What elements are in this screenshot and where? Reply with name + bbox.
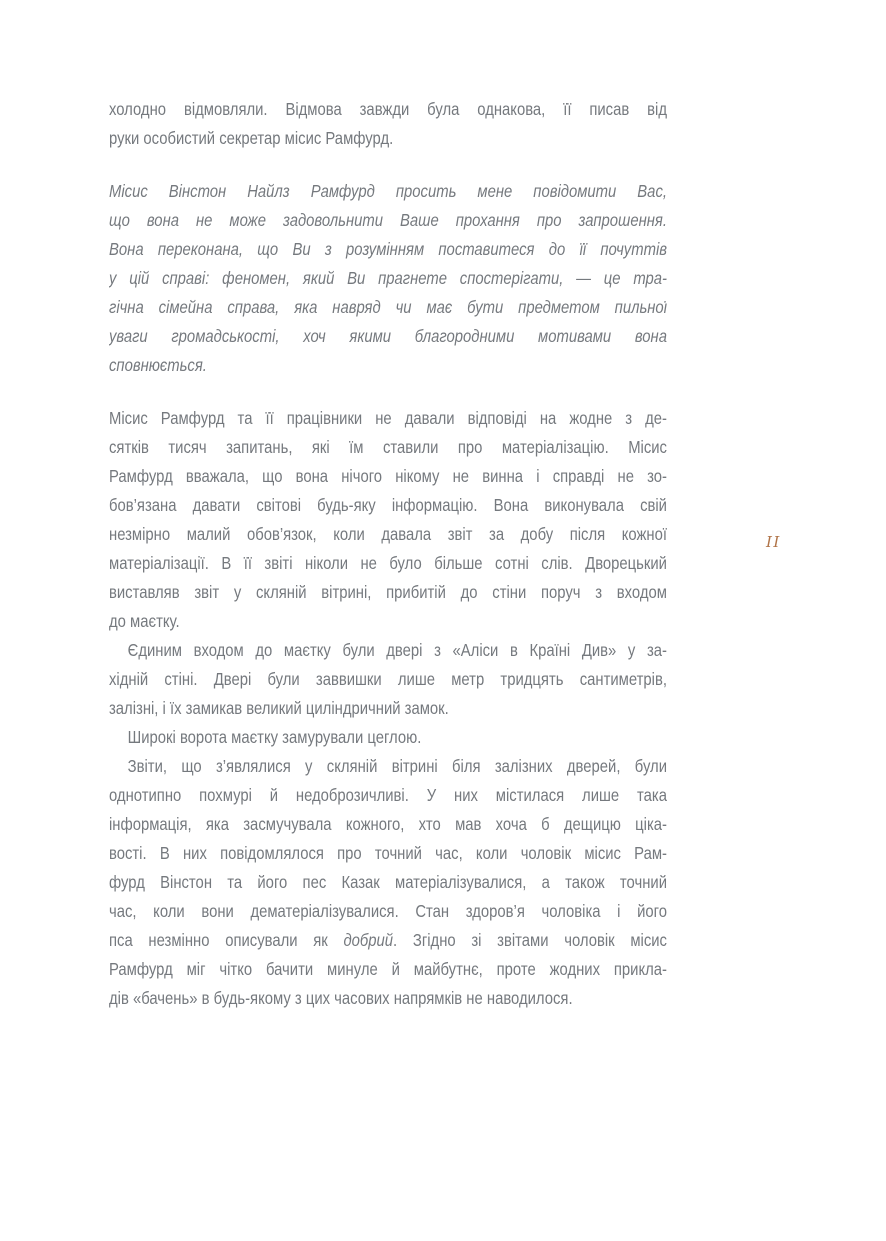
text-line: дів «бачень» в будь-якому з цих часових напрямків не наводилося. [109,988,573,1008]
text-line: час, коли вони дематеріалізувалися. Стан здоров’я чоловіка і його [109,901,667,921]
text-line: фурд Вінстон та його пес Казак матеріалізувалися, а також точний [109,872,667,892]
text-line: у цій справі: феномен, який Ви прагнете спостерігати, — це тра- [109,268,667,288]
text-line: Широкі ворота маєтку замурували цеглою. [127,727,422,747]
text-line: руки особистий секретар місис Рамфурд. [109,128,394,148]
text-line: хідній стіні. Двері були заввишки лише метр тридцять сантиметрів, [109,669,667,689]
text-line: сятків тисяч запитань, які їм ставили про матеріалізацію. Місис [109,437,667,457]
text-line: вості. В них повідомлялося про точний час, коли чоловік місис Рам- [109,843,667,863]
paragraph [109,636,667,723]
paragraph [109,723,667,752]
chapter-marker: II [766,533,781,551]
text-line: незмірно малий обов’язок, коли давала звіт за добу після кожної [109,524,667,544]
text-line: інформація, яка засмучувала кожного, хто мав хоча б дещицю ціка- [109,814,667,834]
text-line: матеріалізації. В її звіті ніколи не було більше сотні слів. Дворецький [109,553,667,573]
text-line: холодно відмовляли. Відмова завжди була однакова, її писав від [109,99,667,119]
text-line: уваги громадськості, хоч якими благородними мотивами вона [109,326,667,346]
text-line: Рамфурд міг чітко бачити минуле й майбутнє, проте жодних прикла- [109,959,667,979]
text-line: однотипно похмурі й недоброзичливі. У них містилася лише така [109,785,667,805]
text-line: Звіти, що з’являлися у скляній вітрині біля залізних дверей, були [127,756,667,776]
text-line: бов’язана давати світові будь-яку інформацію. Вона виконувала свій [109,495,667,515]
paragraph [109,404,667,636]
text-line: Місис Вінстон Найлз Рамфурд просить мене повідомити Вас, [109,181,667,201]
text-line: Місис Рамфурд та її працівники не давали відповіді на жодне з де- [109,408,667,428]
text-line: пса незмінно описували як добрий. Згідно зі звітами чоловік місис [109,930,667,950]
text-column [109,95,667,1013]
text-line: гічна сімейна справа, яка навряд чи має бути предметом пильної [109,297,667,317]
text-line: сповнюється. [109,355,207,375]
text-line: Єдиним входом до маєтку були двері з «Аліси в Країні Див» у за- [127,640,667,660]
text-line: Вона переконана, що Ви з розумінням поставитеся до її почуттів [109,239,667,259]
text-line: що вона не може задовольнити Ваше прохання про запрошення. [109,210,667,230]
text-line: виставляв звіт у скляній вітрині, прибитій до стіни поруч з входом [109,582,667,602]
text-line: до маєтку. [109,611,180,631]
paragraph [109,177,667,380]
text-line: Рамфурд вважала, що вона нічого нікому не винна і справді не зо- [109,466,667,486]
text-line: залізні, і їх замикав великий циліндричний замок. [109,698,449,718]
paragraph [109,95,667,153]
paragraph [109,752,667,1013]
